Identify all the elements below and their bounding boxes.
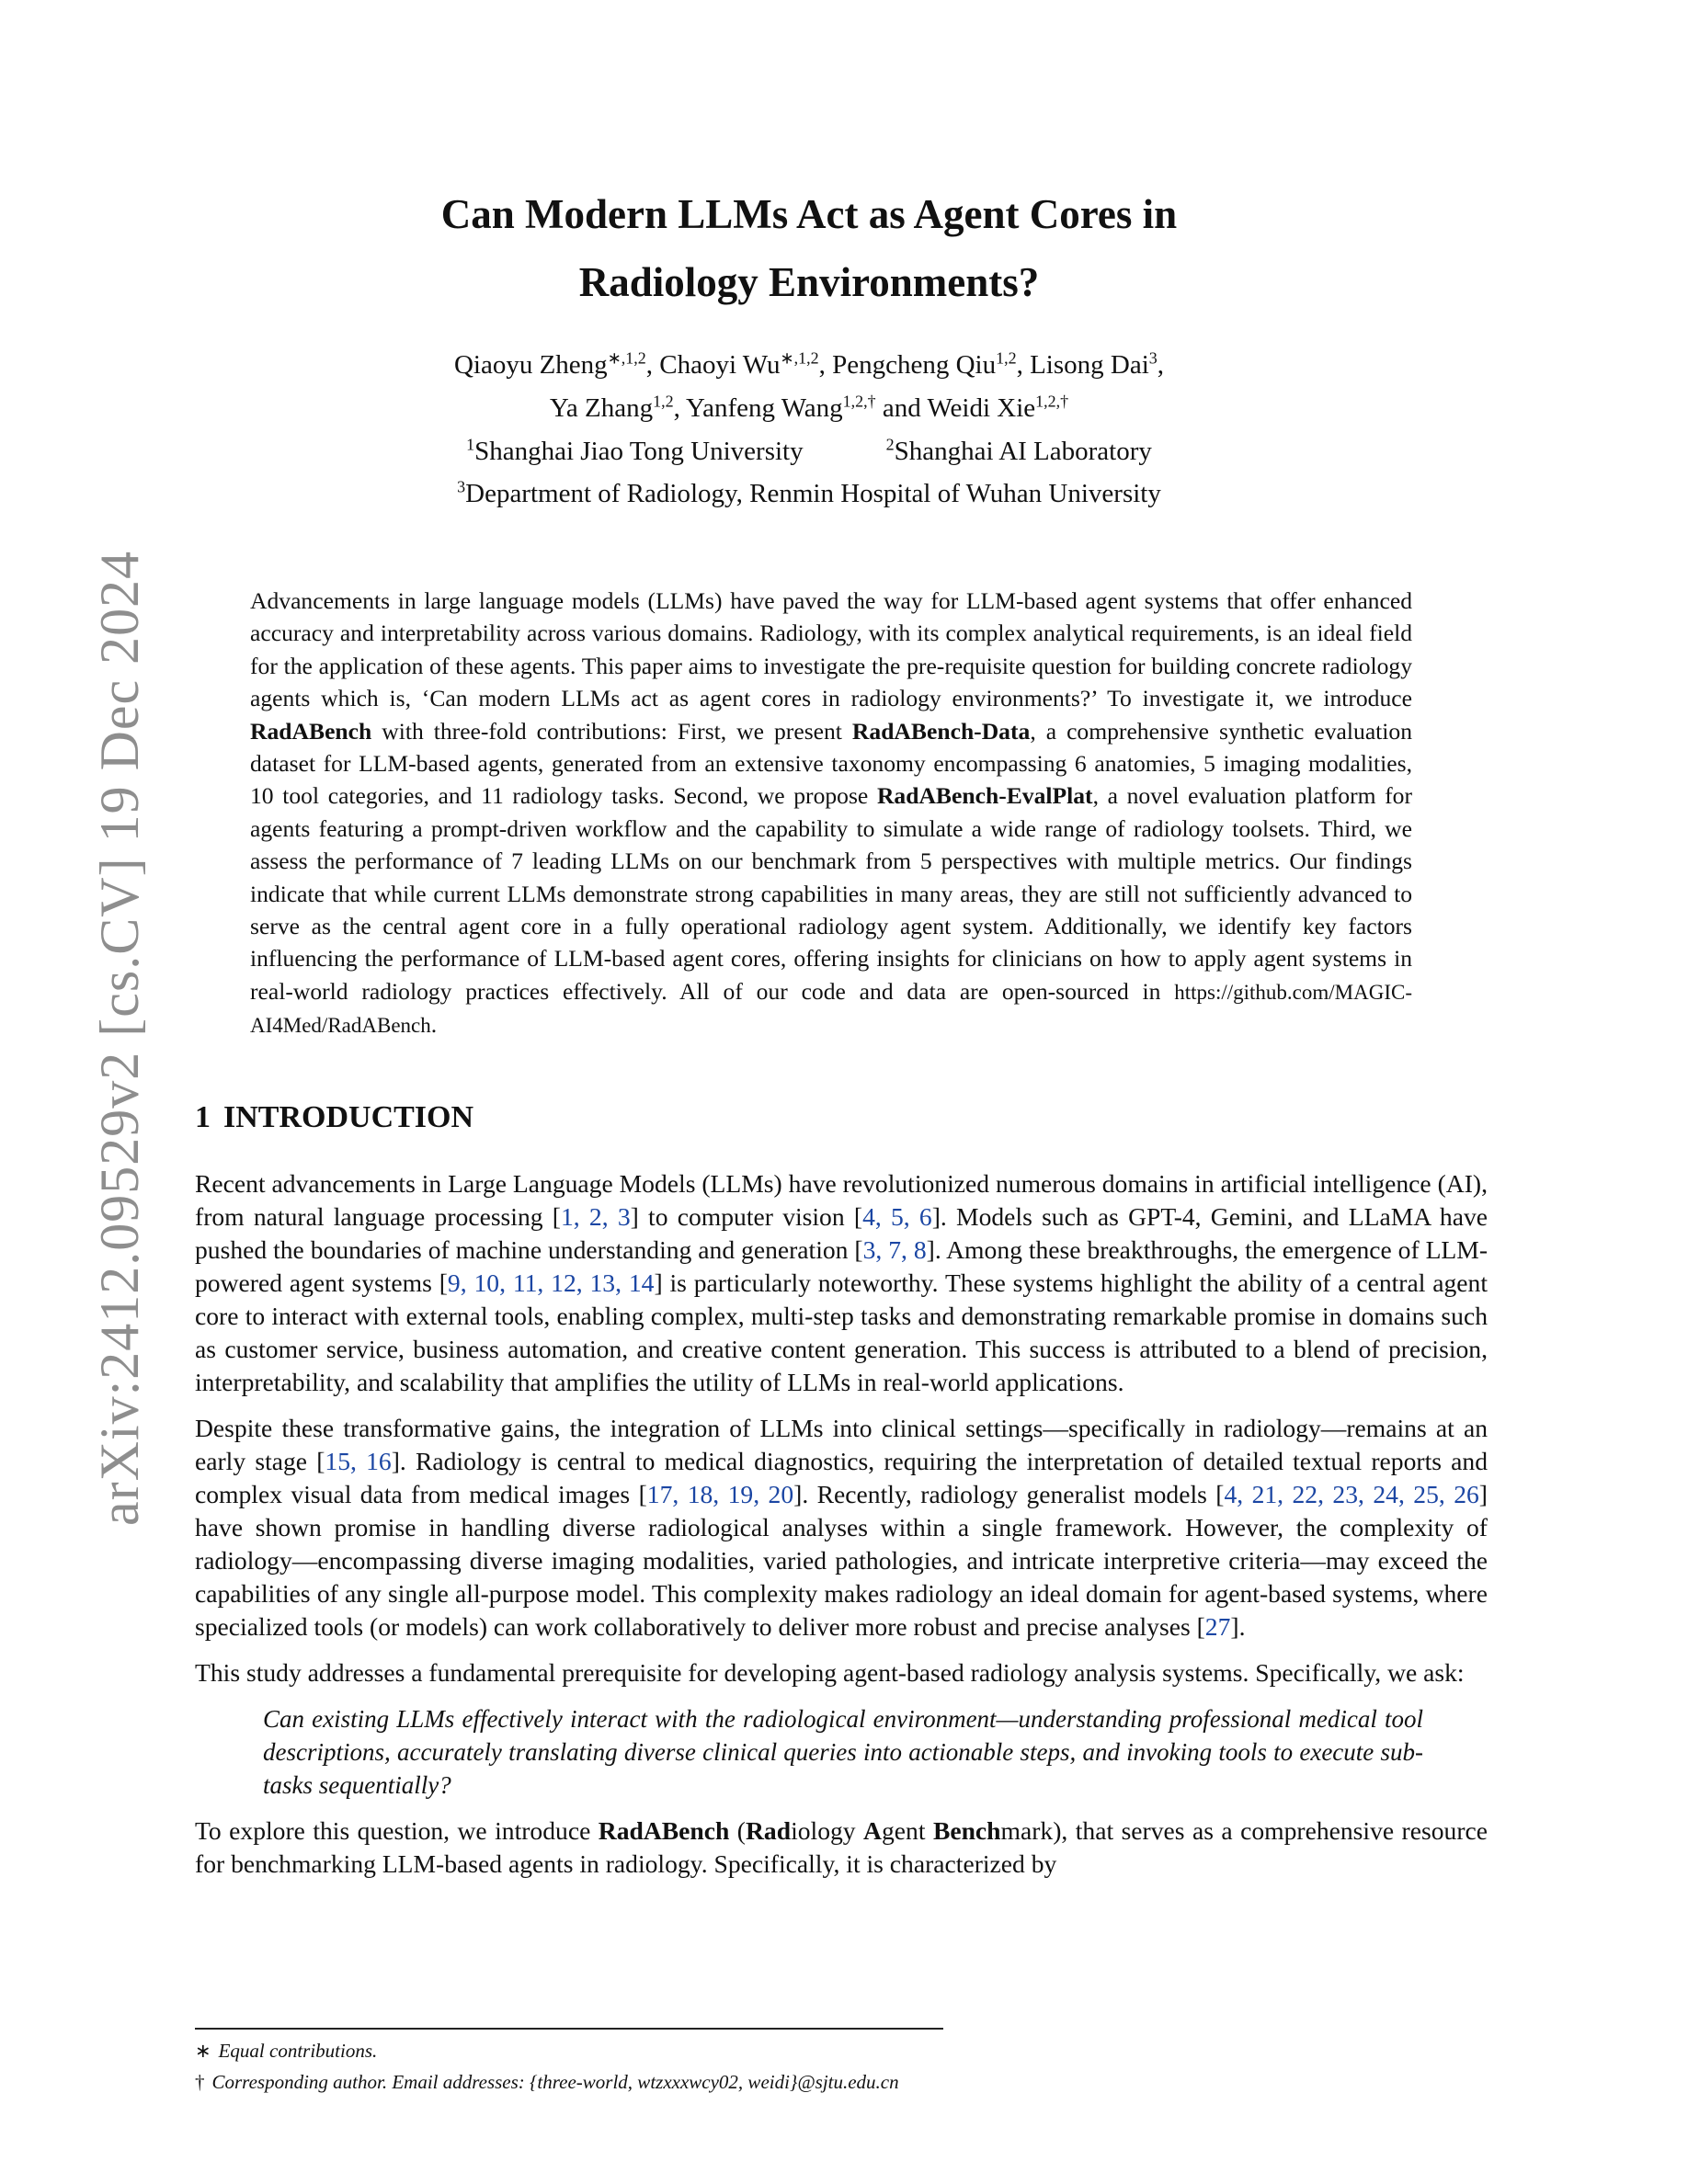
repository-link[interactable]: https://github.com/MAGIC-AI4Med/RadABench [250,980,1412,1038]
author-name: Chaoyi Wu [659,350,781,380]
abstract-text: Advancements in large language models (LLMs) have paved the way for LLM-based agent systems that offer enhanced accuracy and interpretability across various domains. Radiology, with its complex analytical requirements, is an ideal field for the application of these agents. This paper aims to investigate the pre-requisite question for building concrete radiology agents which is, ‘Can modern LLMs act as agent cores in radiology environments?’ To investigate it, we introduce [250,587,1412,712]
paper-title [303,180,1315,316]
bold-term: Rad [746,1816,792,1845]
author-name: Yanfeng Wang [686,393,843,423]
paragraph-text: ] have shown promise in handling diverse radiological analyses within a single framework. However, the complexity of radiology—encompassing diverse imaging modalities, varied pathologies, and intricate interpretive criteria—may exceed the capabilities of any single all-purpose model. This complexity makes radiology an ideal domain for agent-based systems, where specialized tools (or models) can work collaboratively to deliver more robust and precise analyses [ [195,1480,1488,1641]
paragraph-text: ] to computer vision [ [630,1202,863,1231]
paragraph-text: mark), that serves as a comprehensive resource for benchmarking LLM-based agents in radiology. Specifically, it is characterized by [195,1816,1488,1878]
title-block [303,180,1315,515]
bold-term: RadABench [598,1816,730,1845]
section-heading-introduction [195,1099,473,1136]
affiliation-text: Department of Radiology, Renmin Hospital of Wuhan University [465,479,1161,508]
affiliation-text: Shanghai Jiao Tong University [474,437,804,466]
footnote-equal-contribution [195,2035,1390,2066]
paragraph-text: ]. Among these breakthroughs, the emergence of LLM-powered agent systems [ [195,1235,1488,1297]
intro-paragraph-4 [195,1814,1488,1881]
abstract-bold-term: RadABench [250,717,372,745]
intro-paragraph-3: This study addresses a fundamental prerequisite for developing agent-based radiology analysis systems. Specifically, we ask: [195,1658,1465,1687]
title-line-1: Can Modern LLMs Act as Agent Cores in [440,191,1178,237]
author-sup: 1,2 [653,392,674,411]
author-sup: 1,2 [996,348,1017,368]
author-sep: , [673,393,687,423]
paragraph-text: Recent advancements in Large Language Models (LLMs) have revolutionized numerous domains in artificial intelligence (AI), from natural language processing [ [195,1169,1488,1231]
arxiv-side-stamp [53,0,150,2184]
bold-term: A [863,1816,882,1845]
section-number: 1 [195,1100,211,1134]
author-list [303,344,1315,430]
paragraph-text: gent [881,1816,933,1845]
paragraph-text: iology [791,1816,864,1845]
author-line-2 [303,387,1315,430]
abstract [250,585,1412,1042]
affiliation-row-2 [303,472,1315,515]
affiliation-3 [457,479,1161,508]
citation-link[interactable]: 4, 5, 6 [862,1202,932,1231]
author-name: Qiaoyu Zheng [453,350,608,380]
author-sup: 1,2,† [842,392,876,411]
footnote-mark: ∗ [195,2040,211,2062]
affiliation-2 [886,437,1152,466]
footnote-text: Corresponding author. Email addresses: {three-world, wtzxxxwcy02, weidi}@sjtu.edu.cn [211,2071,899,2093]
abstract-text: with three-fold contributions: First, we present [371,717,852,745]
citation-link[interactable]: 17, 18, 19, 20 [646,1480,794,1508]
footnote-text: Equal contributions. [218,2040,378,2062]
paragraph-text: To explore this question, we introduce [195,1816,599,1845]
citation-link[interactable]: 15, 16 [325,1447,392,1475]
footnotes [195,2035,1390,2098]
intro-paragraph-1 [195,1167,1488,1399]
bold-term: Bench [932,1816,1001,1845]
author-sup: 3 [1148,348,1158,368]
affiliation-text: Shanghai AI Laboratory [894,437,1152,466]
paragraph-text: ]. Recently, radiology generalist models [ [793,1480,1225,1508]
author-name: Ya Zhang [549,393,654,423]
affiliation-1 [466,437,804,466]
author-line-1 [303,344,1315,387]
author-sup: ∗,1,2 [607,348,646,368]
author-name: Lisong Dai [1030,350,1149,380]
abstract-text: , a comprehensive synthetic evaluation dataset for LLM-based agents, generated from an extensive taxonomy encompassing 6 anatomies, 5 imaging modalities, 10 tool categories, and 11 radiology tasks. Second, we propose [250,717,1412,810]
author-sep: , [1157,350,1165,380]
abstract-text: . [430,1011,438,1039]
author-sep: , [818,350,833,380]
paragraph-text: ]. [1230,1612,1246,1641]
title-line-2: Radiology Environments? [578,259,1040,305]
citation-link[interactable]: 3, 7, 8 [862,1235,927,1264]
author-sep: and [875,393,928,423]
author-sep: , [645,350,660,380]
research-question-quote: Can existing LLMs effectively interact with the radiological environment—understanding professional medical tool descriptions, accurately translating diverse clinical queries into actionable steps, and invoking tools to execute sub-tasks sequentially? [263,1705,1423,1799]
introduction-body [195,1167,1488,1894]
author-sep: , [1016,350,1031,380]
affiliation-sup: 3 [457,477,466,496]
paragraph-text: ] is particularly noteworthy. These systems highlight the ability of a central agent core to interact with external tools, enabling complex, multi-step tasks and demonstrating remarkable promise in domains such as customer service, business automation, and creative content generation. This success is attributed to a blend of precision, interpretability, and scalability that amplifies the utility of LLMs in real-world applications. [195,1268,1488,1396]
arxiv-identifier: arXiv:2412.09529v2 [cs.CV] 19 Dec 2024 [89,550,150,1526]
intro-paragraph-2 [195,1412,1488,1644]
citation-link[interactable]: 1, 2, 3 [560,1202,631,1231]
paragraph-text: Despite these transformative gains, the integration of LLMs into clinical settings—specifically in radiology—remains at an early stage [ [195,1414,1488,1475]
citation-link[interactable]: 27 [1204,1612,1231,1641]
author-name: Pengcheng Qiu [832,350,997,380]
footnote-mark: † [195,2071,205,2093]
affiliation-sup: 2 [885,435,895,454]
author-name: Weidi Xie [927,393,1036,423]
affiliation-sup: 1 [466,435,475,454]
paragraph-text: ]. Models such as GPT-4, Gemini, and LLaMA have pushed the boundaries of machine understanding and generation [ [195,1202,1488,1264]
author-sup: ∗,1,2 [780,348,819,368]
abstract-text: , a novel evaluation platform for agents featuring a prompt-driven workflow and the capability to simulate a wide range of radiology toolsets. Third, we assess the performance of 7 leading LLMs on our benchmark from 5 perspectives with multiple metrics. Our findings indicate that while current LLMs demonstrate strong capabilities in many areas, they are still not sufficiently advanced to serve as the central agent core in a fully operational radiology agent system. Additionally, we identify key factors influencing the performance of LLM-based agent cores, offering insights for clinicians on how to apply agent systems in real-world radiology practices effectively. All of our code and data are open-sourced in [250,782,1412,1005]
abstract-bold-term: RadABench-Data [851,717,1031,745]
citation-link[interactable]: 4, 21, 22, 23, 24, 25, 26 [1224,1480,1479,1508]
paragraph-text: ( [729,1816,746,1845]
citation-link[interactable]: 9, 10, 11, 12, 13, 14 [447,1268,655,1297]
footnote-divider [195,2028,943,2030]
section-title: INTRODUCTION [223,1100,474,1134]
affiliation-row-1 [303,430,1315,472]
footnote-corresponding-author [195,2066,1390,2098]
abstract-bold-term: RadABench-EvalPlat [876,782,1093,810]
paragraph-text: ]. Radiology is central to medical diagnostics, requiring the interpretation of detailed textual reports and complex visual data from medical images [ [195,1447,1488,1508]
author-sup: 1,2,† [1035,392,1069,411]
